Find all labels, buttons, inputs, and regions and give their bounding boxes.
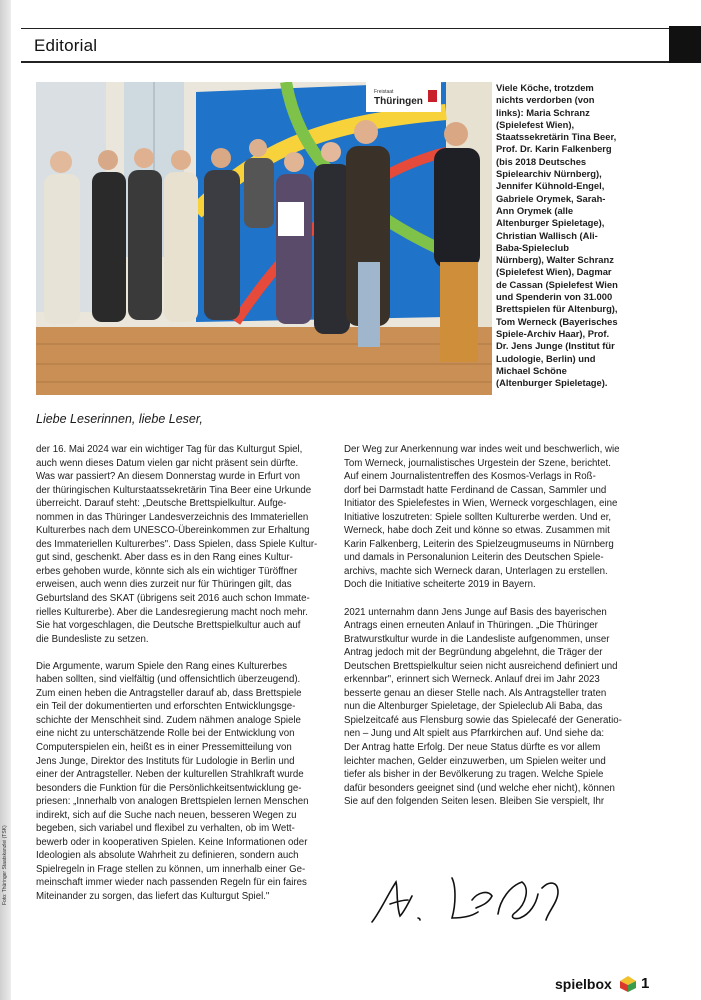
- photo-credit: Foto: Thüringer Staatskanzlei (TSK): [2, 825, 8, 905]
- sign-line-1: Freistaat: [374, 89, 394, 95]
- paragraph: Die Argumente, warum Spiele den Rang eines Kulturerbes haben sollten, sind vielfältig (und offensichtlich überzeugend). Zum einen heben die Antragsteller darauf ab, dass Brettspiele ein Teil der dokumentierten und erforschten Entwicklungsge- schichte der Menschheit sind. Zudem nähmen analoge Spiele eine nicht zu unterschätzende Rolle bei der Entwicklung von Computerspielen ein, heißt es in einer Pressemitteilung von Jens Junge, Direktor des Instituts für Ludologie in Berlin und einer der Antragsteller. Neben der kulturellen Strahlkraft wurde besonders die Funktion für die Persönlichkeitsentwicklung ge- priesen: „Innerhalb von analogen Brettspielen lernen Menschen indirekt, sich auf die Suche nach neuen, besseren Wegen zu begeben, sich variabel und flexibel zu verhalten, ob im Wett- bewerb oder in kooperativen Spielen. Keine Informationen oder Ideologien als absolute Wahrheit zu definieren, sondern auch Spielregeln in Frage stellen zu können, um innerhalb einer Ge- meinschaft immer wieder nach passenden Regeln für ein faires Miteinander zu sorgen, das liefert das Kulturgut Spiel.": [36, 660, 309, 902]
- left-column: [36, 443, 334, 917]
- header-rule-top: [21, 28, 671, 29]
- photo-caption: Viele Köche, trotzdem nichts verdorben (von links): Maria Schranz (Spielefest Wien), Staatssekretärin Tina Beer, Prof. Dr. Karin Falkenberg (bis 2018 Deutsches Spielearchiv Nürnberg), Jennifer Kühnold-Engel, Gabriele Orymek, Sarah-Ann Orymek (alle Altenburger Spieletage), Christian Wallisch (Ali-Baba-Spieleclub Nürnberg), Walter Schranz (Spielefest Wien), Dagmar de Cassan (Spielefest Wien und Spenderin von 31.000 Brettspielen für Altenburg), Tom Werneck (Bayerisches Spiele-Archiv Haar), Prof. Dr. Jens Junge (Institut für Ludologie, Berlin) und Michael Schöne (Altenburger Spieletage).: [496, 82, 618, 389]
- brand-name: spielbox: [555, 976, 612, 992]
- sign-line-2: Thüringen: [374, 96, 423, 107]
- greeting: Liebe Leserinnen, liebe Leser,: [36, 412, 203, 426]
- header-corner-block: [669, 26, 701, 63]
- page-header: [21, 26, 701, 64]
- section-title: Editorial: [34, 36, 98, 55]
- paragraph: Der Weg zur Anerkennung war indes weit und beschwerlich, wie Tom Werneck, journalistisches Urgestein der Szene, berichtet. Auf einem Journalistentreffen des Kosmos-Verlags in Roß- dorf bei Darmstadt hatte Ferdinand de Cassan, Sammler und Initiator des Spielefestes in Wien, Werneck vorgeschlagen, eine Initiative loszutreten: Spiele sollten Kulturerbe werden. Und er, Werneck, habe doch Zeit und könne so etwas. Zusammen mit Karin Falkenberg, Leiterin des Spielzeugmuseums in Nürnberg und damals in Personalunion Leiterin des Deutschen Spiele- archivs, machte sich Werneck daran, Unterlagen zu erstellen. Doch die Initiative scheiterte 2019 in Bayern.: [344, 444, 620, 591]
- header-rule-bottom: [21, 61, 671, 63]
- spielbox-logo-icon: [619, 975, 637, 993]
- right-column: [344, 443, 640, 822]
- paragraph: 2021 unternahm dann Jens Junge auf Basis des bayerischen Antrags einen erneuten Anlauf in Thüringen. „Die Thüringer Bratwurstkultur wurde in die Landesliste aufgenommen, unser Antrag jedoch mit der Begründung abgelehnt, die Träger der Deutschen Brettspielkultur seien nicht ausreichend definiert und erkennbar", erinnert sich Werneck. Anlauf drei im Jahr 2023 besserte genau an dieser Stelle nach. Als Antragsteller traten nun die Altenburger Spieletage, der Spieleclub Ali Baba, das Spielzeitcafé aus Flensburg sowie das Spielecafé der Generatio- nen – Jung und Alt spielt aus Pfarrkirchen auf. Und siehe da: Der Antrag hatte Erfolg. Der neue Status dürfte es vor allem leichter machen, Gelder einzuwerben, um Spielen weiter und tiefer als bisher in der Bevölkerung zu tragen. Welche Spiele dafür besonders geeignet sind (und welche eher nicht), können Sie auf den folgenden Seiten lesen. Bleiben Sie verspielt, Ihr: [344, 606, 622, 808]
- handwritten-signature: [360, 860, 590, 930]
- group-photo: [36, 82, 492, 395]
- paragraph: der 16. Mai 2024 war ein wichtiger Tag für das Kulturgut Spiel, auch wenn dieses Datum vielen gar nicht präsent sein dürfte. Was war passiert? An diesem Donnerstag wurde in Erfurt von der thüringischen Kulturstaatssekretärin Tina Beer eine Urkunde überreicht. Darauf steht: „Deutsche Brettspielkultur. Aufge- nommen in das Thüringer Landesverzeichnis des Immateriellen Kulturerbes nach dem UNESCO-Übereinkommen zur Erhaltung des Immateriellen Kulturerbes". Dass Spielen, dass Spiele Kultur- gut sind, geschenkt. Aber dass es in den Rang eines Kultur- erbes gehoben wurde, könnte sich als ein wichtiger Türöffner erweisen, auch wenn dies zurzeit nur für Thüringen gilt, das Geburtsland des SKAT (übrigens seit 2016 auch schon Immate- rielles Kulturerbe). Aber die Landesregierung macht noch mehr. Sie hat vorgeschlagen, die Deutsche Brettspielkultur auch auf die Bundesliste zu setzen.: [36, 444, 318, 645]
- page-footer: [555, 975, 695, 997]
- page-number: 1: [641, 975, 650, 992]
